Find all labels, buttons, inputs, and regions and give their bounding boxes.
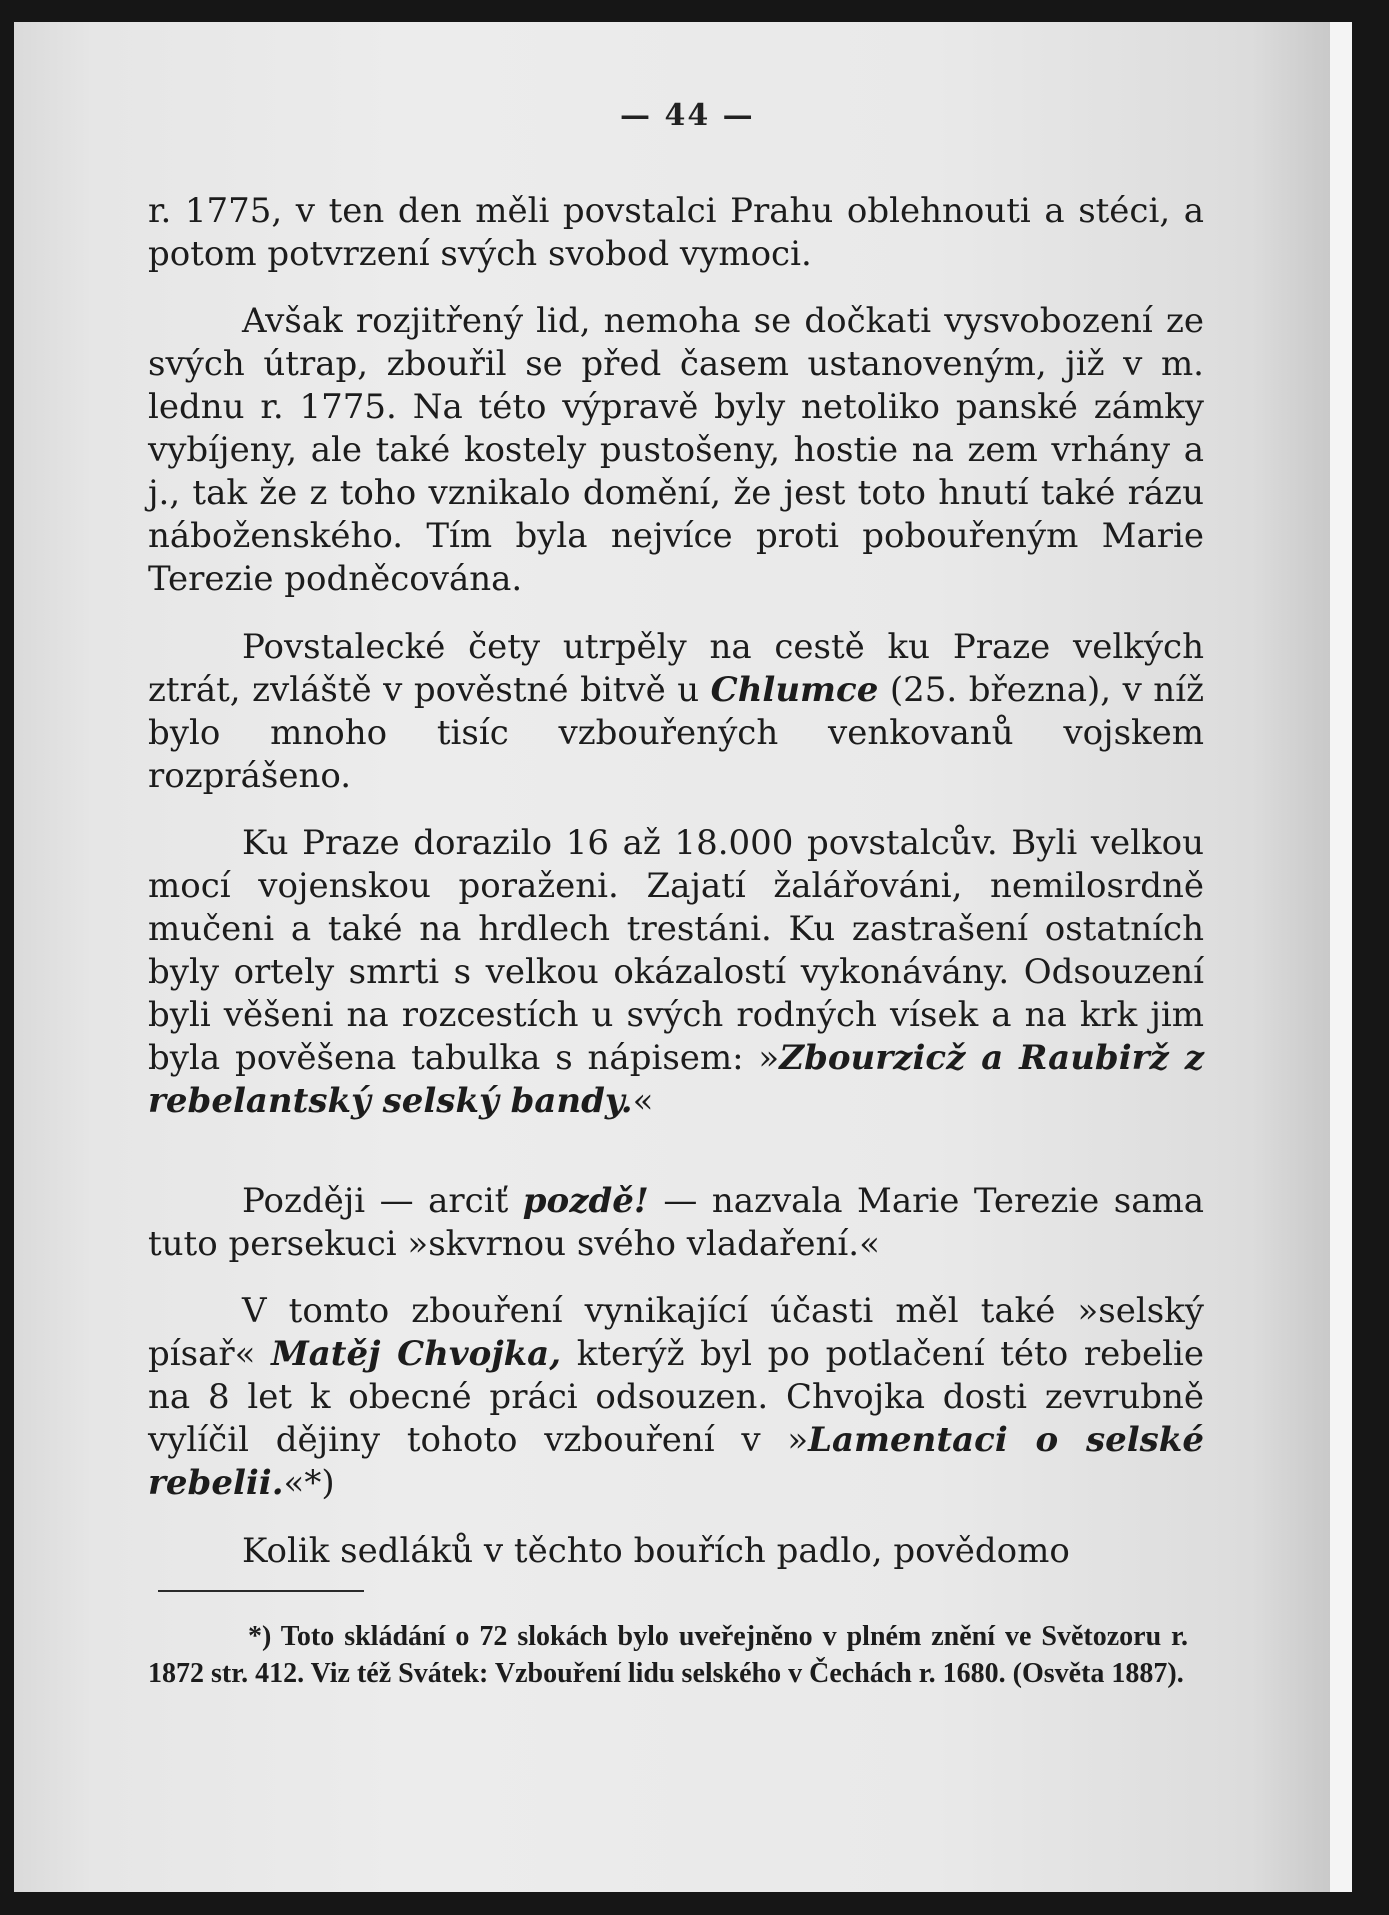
work-title-lamentace: Lamentaci o selské rebelii. — [148, 1420, 1204, 1503]
paragraph-3 — [148, 626, 1204, 798]
place-name-chlumce: Chlumce — [710, 670, 879, 710]
paragraph-6 — [148, 1290, 1204, 1505]
page-number: — 44 — — [620, 98, 755, 133]
paragraph-7: Kolik sedláků v těchto bouřích padlo, povědomo — [242, 1531, 1070, 1571]
paragraph-3-text-b: (25. března), v níž bylo mnoho tisíc vzbouřených venkovanů vojskem rozprášeno. — [148, 670, 1204, 796]
emphasis-pozde: pozdě! — [522, 1181, 649, 1221]
paragraph-4-text-b: « — [632, 1081, 654, 1121]
paragraph-6-text-a: V tomto zbouření vynikající účasti měl také »selský písař« — [148, 1291, 1204, 1374]
footnote: *) Toto skládání o 72 slokách bylo uveřejněno v plném znění ve Světozoru r. 1872 str. 412. Viz též Svátek: Vzbouření lidu selského v Čechách r. 1680. (Osvěta 1887). — [148, 1621, 1188, 1689]
person-name-chvojka: Matěj Chvojka, — [271, 1334, 562, 1374]
paragraph-5 — [148, 1180, 1204, 1266]
paragraph-4-text-a: Ku Praze dorazilo 16 až 18.000 povstalcův. Byli velkou mocí vojenskou poraženi. Zajatí žalářováni, nemilosrdně mučeni a také na hrdlech trestáni. Ku zastrašení ostatních byly ortely smrti s velkou okázalostí vykonávány. Odsouzení byli věšeni na rozcestích u svých rodných vísek a na krk jim byla pověšena tabulka s nápisem: » — [148, 823, 1204, 1078]
inscription-quote: Zbourzicž a Raubirž z rebelantský selský bandy. — [148, 1038, 1205, 1121]
paragraph-5-text-b: — nazvala Marie Terezie sama tuto persekuci »skvrnou svého vladaření.« — [148, 1181, 1204, 1264]
paragraph-6-text-c: «*) — [283, 1463, 335, 1503]
footnote-divider — [158, 1590, 364, 1592]
paragraph-5-text-a: Později — arciť — [242, 1181, 523, 1221]
paragraph-4 — [148, 822, 1204, 1123]
paragraph-6-text-b: kterýž byl po potlačení této rebelie na 8 let k obecné práci odsouzen. Chvojka dosti zevrubně vylíčil dějiny tohoto vzbouření v » — [148, 1334, 1204, 1460]
page-edge — [1330, 22, 1352, 1892]
paragraph-2: Avšak rozjitřený lid, nemoha se dočkati vysvobození ze svých útrap, zbouřil se před časem ustanoveným, již v m. lednu r. 1775. Na této výpravě byly netoliko panské zámky vybíjeny, ale také kostely pustošeny, hostie na zem vrhány a j., tak že z toho vznikalo domění, že jest toto hnutí také rázu náboženského. Tím byla nejvíce proti pobouřeným Marie Terezie podněcována. — [148, 301, 1204, 599]
paragraph-1: r. 1775, v ten den měli povstalci Prahu oblehnouti a stéci, a potom potvrzení svých svobod vymoci. — [148, 191, 1204, 274]
paragraph-3-text-a: Povstalecké čety utrpěly na cestě ku Praze velkých ztrát, zvláště v pověstné bitvě u — [148, 627, 1204, 710]
